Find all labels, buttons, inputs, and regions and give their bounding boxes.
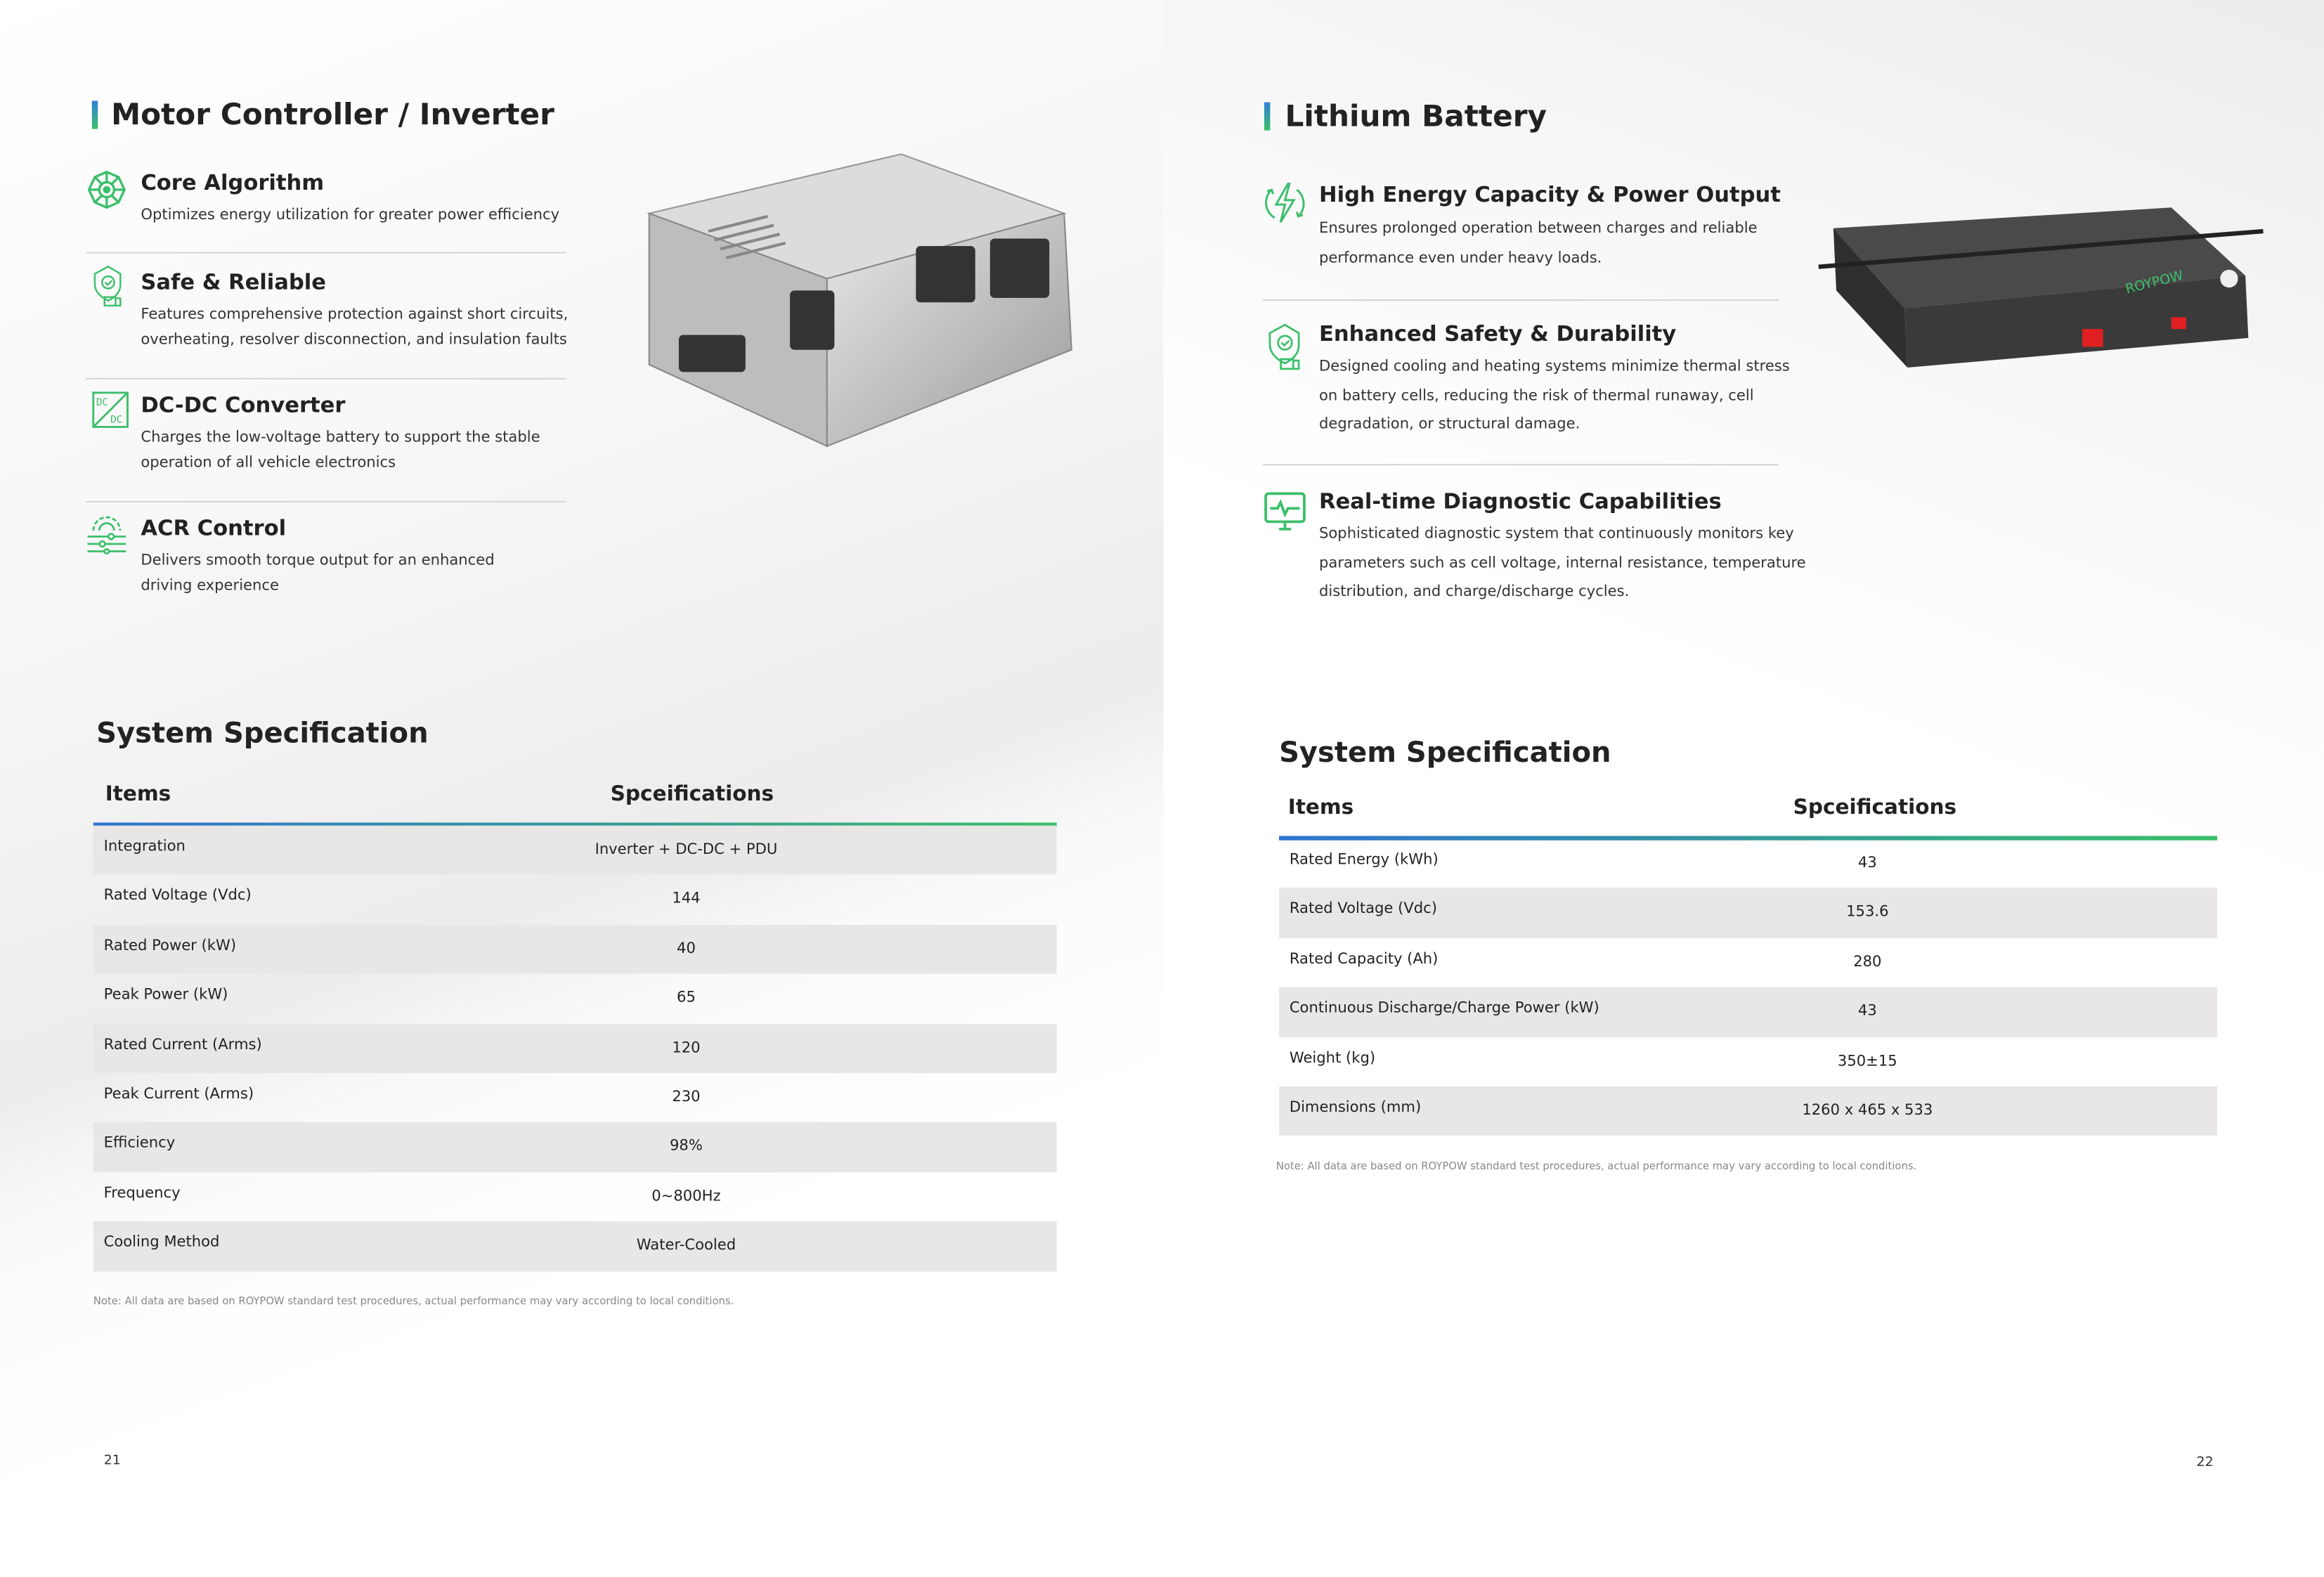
row-value: 0~800Hz (651, 1188, 721, 1205)
row-label: Rated Current (Arms) (103, 1037, 262, 1053)
shield-check-hand-icon (87, 266, 129, 307)
row-label: Dimensions (mm) (1289, 1099, 1422, 1116)
row-label: Peak Power (kW) (103, 987, 228, 1004)
feature-desc: Features comprehensive protection against short circuits, overheating, resolver disconnection, and insulation faults (141, 306, 569, 349)
table-row (1279, 1037, 2217, 1086)
row-value: 40 (677, 940, 696, 957)
spec-title: System Specification (96, 717, 429, 751)
feature-desc: Designed cooling and heating systems minimize thermal stress on battery cells, reducing the risk of thermal runaway, cell degradation, or structural damage. (1319, 358, 1790, 433)
row-value: 43 (1857, 855, 1877, 872)
feature-title: Core Algorithm (141, 171, 325, 196)
section-title: Motor Controller / Inverter (111, 96, 554, 132)
svg-text:DC: DC (96, 397, 108, 409)
row-value: Inverter + DC-DC + PDU (595, 841, 778, 859)
battery-logo: ROYPOW (2124, 267, 2185, 297)
row-value: 120 (672, 1039, 701, 1056)
row-value: 1260 x 465 x 533 (1802, 1102, 1933, 1120)
table-row (93, 925, 1057, 974)
row-value: 144 (672, 891, 701, 908)
table-row (93, 875, 1057, 924)
row-label: Integration (103, 838, 186, 855)
table-row (93, 974, 1057, 1023)
feature-desc: Charges the low-voltage battery to support the stable operation of all vehicle electronics (141, 429, 540, 472)
spec-note: Note: All data are based on ROYPOW standard test procedures, actual performance may vary according to local conditions. (1275, 1160, 1917, 1173)
feature-desc: Ensures prolonged operation between charges and reliable performance even under heavy loads. (1319, 221, 1758, 266)
row-label: Weight (kg) (1289, 1050, 1376, 1067)
row-value: 350±15 (1837, 1053, 1897, 1070)
monitor-pulse-icon (1264, 492, 1306, 533)
feature-title: Safe & Reliable (141, 271, 327, 295)
title-accent-bar (1264, 103, 1270, 131)
gear-control-icon (86, 513, 127, 554)
feature-title: Real-time Diagnostic Capabilities (1319, 491, 1722, 514)
row-value: 65 (677, 990, 696, 1007)
row-value: 43 (1857, 1004, 1877, 1020)
row-label: Rated Voltage (Vdc) (1289, 902, 1437, 919)
col-header-items: Items (1287, 796, 1354, 820)
feature-desc: Delivers smooth torque output for an enhanced driving experience (141, 552, 495, 595)
inverter-product-image (620, 142, 1094, 465)
feature-title: ACR Control (141, 517, 287, 541)
spec-title: System Specification (1279, 736, 1611, 770)
feature-desc: Sophisticated diagnostic system that continuously monitors key parameters such as cell voltage, internal resistance, temperature distribution, and charge/discharge cycles. (1319, 526, 1806, 601)
feature-desc: Optimizes energy utilization for greater power efficiency (141, 207, 560, 224)
table-row (1279, 1086, 2217, 1136)
table-row (1279, 888, 2217, 937)
row-value: 280 (1853, 954, 1882, 971)
col-header-items: Items (105, 782, 171, 807)
table-row (93, 1172, 1057, 1221)
col-header-specs: Spceifications (610, 782, 774, 807)
page-22 (1164, 0, 2324, 1577)
page-number: 22 (2196, 1455, 2214, 1471)
page-number: 21 (103, 1453, 121, 1469)
table-row (93, 1221, 1057, 1271)
table-row (1279, 987, 2217, 1037)
divider (86, 501, 566, 502)
divider (86, 378, 566, 379)
row-label: Rated Capacity (Ah) (1289, 951, 1439, 968)
spec-note: Note: All data are based on ROYPOW standard test procedures, actual performance may vary according to local conditions. (93, 1295, 734, 1308)
row-value: 230 (672, 1089, 701, 1106)
battery-product-image (1816, 202, 2269, 389)
divider (1263, 464, 1779, 465)
row-label: Rated Energy (kWh) (1289, 852, 1439, 869)
feature-title: DC-DC Converter (141, 394, 346, 418)
dc-dc-icon (92, 391, 129, 429)
row-label: Frequency (103, 1185, 181, 1202)
core-algorithm-icon (86, 169, 127, 210)
svg-text:DC: DC (110, 414, 123, 426)
col-header-specs: Spceifications (1793, 796, 1957, 820)
table-row (93, 826, 1057, 875)
table-row (93, 1122, 1057, 1172)
row-label: Rated Power (kW) (103, 937, 237, 954)
divider (86, 252, 566, 254)
row-label: Peak Current (Arms) (103, 1086, 254, 1103)
row-label: Cooling Method (103, 1235, 220, 1252)
shield-check-hand-icon (1266, 320, 1304, 374)
row-label: Continuous Discharge/Charge Power (kW) (1289, 1000, 1599, 1018)
feature-title: Enhanced Safety & Durability (1319, 323, 1677, 347)
table-row (1279, 938, 2217, 987)
spec-table (93, 826, 1057, 1271)
row-label: Rated Voltage (Vdc) (103, 888, 252, 905)
title-accent-bar (92, 100, 98, 129)
row-value: Water-Cooled (636, 1238, 736, 1254)
row-value: 98% (670, 1138, 703, 1155)
table-row (1279, 839, 2217, 888)
row-label: Efficiency (103, 1136, 176, 1153)
section-title: Lithium Battery (1285, 98, 1547, 134)
lightning-cycle-icon (1263, 181, 1307, 225)
table-row (93, 1023, 1057, 1072)
divider (1263, 299, 1779, 301)
table-row (93, 1073, 1057, 1122)
row-value: 153.6 (1846, 904, 1889, 921)
spec-table (1279, 839, 2217, 1136)
feature-title: High Energy Capacity & Power Output (1319, 183, 1781, 208)
